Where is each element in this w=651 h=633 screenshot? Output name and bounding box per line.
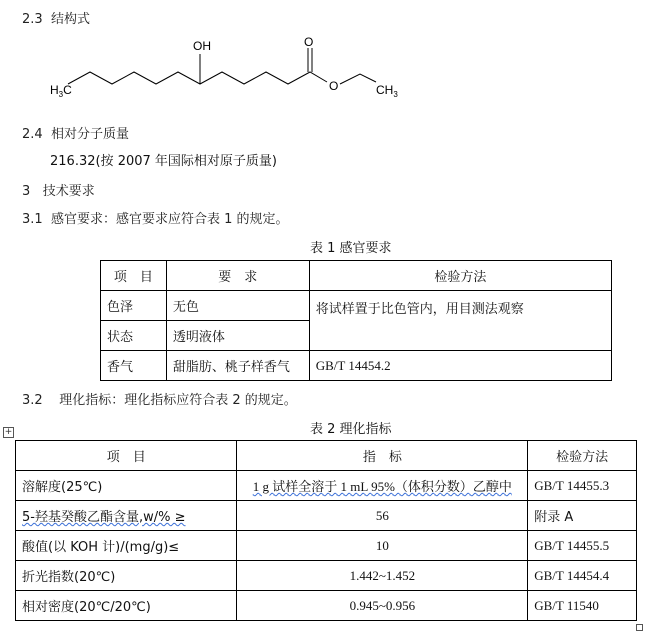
table-row bbox=[16, 471, 637, 501]
cell-item bbox=[16, 501, 237, 531]
cell-method: GB/T 14454.4 bbox=[528, 561, 637, 591]
table-row bbox=[16, 531, 637, 561]
ester-oxygen-label: O bbox=[329, 79, 339, 93]
cell-value: 1.442~1.452 bbox=[237, 561, 528, 591]
table-row bbox=[101, 291, 612, 321]
table-header-row bbox=[16, 441, 637, 471]
section-text: 感官要求：感官要求应符合表 1 的规定。 bbox=[50, 212, 289, 227]
section-3-1-paragraph bbox=[22, 208, 289, 227]
carbon-chain-bond bbox=[68, 72, 327, 84]
table-row bbox=[16, 501, 637, 531]
left-methyl-label bbox=[50, 83, 72, 99]
cell-value bbox=[237, 471, 528, 501]
hydroxyl-label: OH bbox=[193, 39, 211, 53]
table-resize-handle[interactable] bbox=[636, 624, 643, 631]
cell-item: 色泽 bbox=[101, 291, 167, 321]
cell-value: 10 bbox=[237, 531, 528, 561]
right-methyl-label bbox=[376, 83, 398, 99]
cell-item-text: 5-羟基癸酸乙酯含量,w/% ≥ bbox=[22, 510, 186, 525]
cell-value-text: 1 g 试样全溶于 1 mL 95%（体积分数）乙醇中 bbox=[252, 479, 512, 494]
ethyl-bond bbox=[340, 74, 376, 84]
table-move-handle-icon[interactable]: + bbox=[4, 427, 13, 437]
methyl-c: C bbox=[63, 83, 72, 97]
cell-method: GB/T 14455.3 bbox=[528, 471, 637, 501]
section-2-4-heading bbox=[22, 123, 129, 142]
cell-requirement: 甜脂肪、桃子样香气 bbox=[166, 351, 309, 381]
cell-item: 相对密度(20℃/20℃) bbox=[16, 591, 237, 621]
cell-method: GB/T 11540 bbox=[528, 591, 637, 621]
cell-item: 折光指数(20℃) bbox=[16, 561, 237, 591]
methyl-ch: CH bbox=[376, 83, 394, 97]
cell-requirement: 无色 bbox=[166, 291, 309, 321]
cell-item: 溶解度(25℃) bbox=[16, 471, 237, 501]
cell-method: GB/T 14455.5 bbox=[528, 531, 637, 561]
section-number: 2.3 bbox=[22, 12, 43, 27]
header-item: 项 目 bbox=[16, 441, 237, 471]
section-number: 3.1 bbox=[22, 212, 43, 227]
methyl-subscript: 3 bbox=[58, 90, 64, 99]
section-title: 结构式 bbox=[50, 12, 90, 27]
carbonyl-oxygen-label: O bbox=[304, 35, 314, 49]
header-item: 项 目 bbox=[101, 261, 167, 291]
cell-item: 酸值(以 KOH 计)/(mg/g)≤ bbox=[16, 531, 237, 561]
header-index: 指 标 bbox=[237, 441, 528, 471]
section-number: 2.4 bbox=[22, 127, 43, 142]
table-1-sensory bbox=[100, 260, 612, 381]
cell-method: GB/T 14454.2 bbox=[309, 351, 611, 381]
section-title: 技术要求 bbox=[42, 184, 95, 199]
header-requirement: 要 求 bbox=[166, 261, 309, 291]
table-row bbox=[101, 351, 612, 381]
header-method: 检验方法 bbox=[528, 441, 637, 471]
section-number: 3.2 bbox=[22, 393, 43, 408]
section-text: 理化指标：理化指标应符合表 2 的规定。 bbox=[59, 393, 297, 408]
cell-value: 56 bbox=[237, 501, 528, 531]
cell-item: 香气 bbox=[101, 351, 167, 381]
methyl-h: H bbox=[50, 83, 59, 97]
table-2-caption: 表 2 理化指标 bbox=[310, 422, 392, 437]
table-row bbox=[16, 591, 637, 621]
table-2-physicochemical bbox=[15, 440, 637, 621]
cell-requirement: 透明液体 bbox=[166, 321, 309, 351]
section-title: 相对分子质量 bbox=[50, 127, 129, 142]
section-3-2-paragraph bbox=[22, 389, 297, 408]
molecular-mass-value: 216.32(按 2007 年国际相对原子质量) bbox=[50, 154, 277, 169]
methyl-subscript: 3 bbox=[393, 90, 398, 99]
table-row bbox=[16, 561, 637, 591]
cell-method-merged: 将试样置于比色管内，用目测法观察 bbox=[309, 291, 611, 351]
cell-value: 0.945~0.956 bbox=[237, 591, 528, 621]
header-method: 检验方法 bbox=[309, 261, 611, 291]
section-3-heading bbox=[22, 180, 95, 199]
table-header-row bbox=[101, 261, 612, 291]
cell-item: 状态 bbox=[101, 321, 167, 351]
structural-formula bbox=[40, 28, 420, 108]
cell-method: 附录 A bbox=[528, 501, 637, 531]
table-1-caption: 表 1 感官要求 bbox=[310, 241, 392, 256]
section-number: 3 bbox=[22, 184, 31, 199]
section-2-3-heading bbox=[22, 8, 90, 27]
